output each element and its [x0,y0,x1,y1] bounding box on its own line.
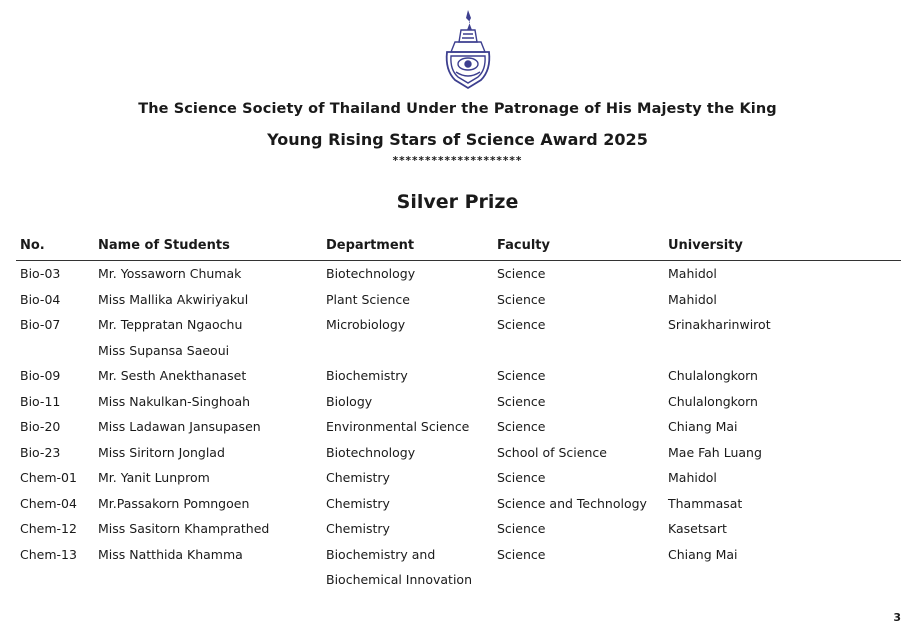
cell-faculty: Science [497,266,546,281]
cell-faculty: Science [497,368,546,383]
cell-faculty: School of Science [497,444,607,460]
cell-name: Miss Ladawan Jansupasen [98,419,261,434]
cell-university: Chulalongkorn [668,393,758,409]
cell-name: Mr. Sesth Anekthanaset [98,368,247,383]
cell-no: Bio-09 [20,368,61,383]
cell-faculty: Science [497,521,546,536]
cell-name: Miss Nakulkan-Singhoah [98,393,251,409]
cell-department: Biotechnology [326,266,416,281]
cell-university: Thammasat [668,495,743,511]
cell-university: Chiang Mai [668,419,738,434]
cell-name: Miss Natthida Khamma [98,546,243,562]
cell-name: Miss Sasitorn Khamprathed [98,521,270,536]
cell-department: Chemistry [326,495,390,511]
cell-faculty: Science [497,291,546,307]
header-rule [16,260,901,261]
cell-no: Chem-13 [20,546,77,562]
column-header-faculty: Faculty [497,238,550,253]
cell-university: Mae Fah Luang [668,444,762,460]
award-title: Young Rising Stars of Science Award 2025 [267,130,648,149]
cell-no: Chem-04 [20,495,77,511]
cell-department: Biotechnology [326,444,416,460]
cell-university: Chiang Mai [668,546,738,562]
cell-department: Biochemistry and [326,546,436,562]
cell-department: Biochemistry [326,368,408,383]
cell-university: Mahidol [668,291,717,307]
column-header-university: University [668,238,743,253]
cell-department: Environmental Science [326,419,470,434]
cell-university: Mahidol [668,470,717,485]
cell-no: Bio-04 [20,291,61,307]
column-header-department: Department [326,238,415,253]
cell-name: Mr.Passakorn Pomngoen [98,495,250,511]
cell-department: Plant Science [326,291,410,307]
cell-university: Srinakharinwirot [668,317,771,332]
cell-department: Microbiology [326,317,406,332]
cell-faculty: Science [497,419,546,434]
cell-faculty: Science [497,470,546,485]
cell-department: Biochemical Innovation [326,572,472,587]
cell-department: Chemistry [326,521,390,536]
cell-name: Mr. Yanit Lunprom [98,470,210,485]
cell-no: Bio-03 [20,266,61,281]
cell-name: Miss Mallika Akwiriyakul [98,291,249,307]
prize-title: Silver Prize [396,191,519,213]
page-number: 3 [893,611,901,624]
cell-no: Bio-07 [20,317,61,332]
society-emblem-icon [441,8,495,90]
cell-department: Biology [326,393,373,409]
cell-name: Miss Supansa Saeoui [98,342,230,358]
cell-no: Bio-11 [20,393,61,409]
column-header-no: No. [20,238,45,253]
star-divider: ******************** [392,155,523,167]
cell-department: Chemistry [326,470,390,485]
cell-name: Mr. Yossaworn Chumak [98,266,242,281]
cell-name: Miss Siritorn Jonglad [98,444,225,460]
cell-university: Mahidol [668,266,717,281]
cell-faculty: Science [497,317,546,332]
society-title: The Science Society of Thailand Under the Patronage of His Majesty the King [138,101,777,117]
cell-no: Chem-12 [20,521,77,536]
cell-faculty: Science [497,546,546,562]
cell-university: Kasetsart [668,521,727,536]
cell-no: Bio-20 [20,419,61,434]
cell-faculty: Science [497,393,546,409]
column-header-name: Name of Students [98,238,230,253]
cell-name: Mr. Teppratan Ngaochu [98,317,243,332]
cell-no: Chem-01 [20,470,77,485]
cell-no: Bio-23 [20,444,61,460]
cell-faculty: Science and Technology [497,495,647,511]
cell-university: Chulalongkorn [668,368,758,383]
